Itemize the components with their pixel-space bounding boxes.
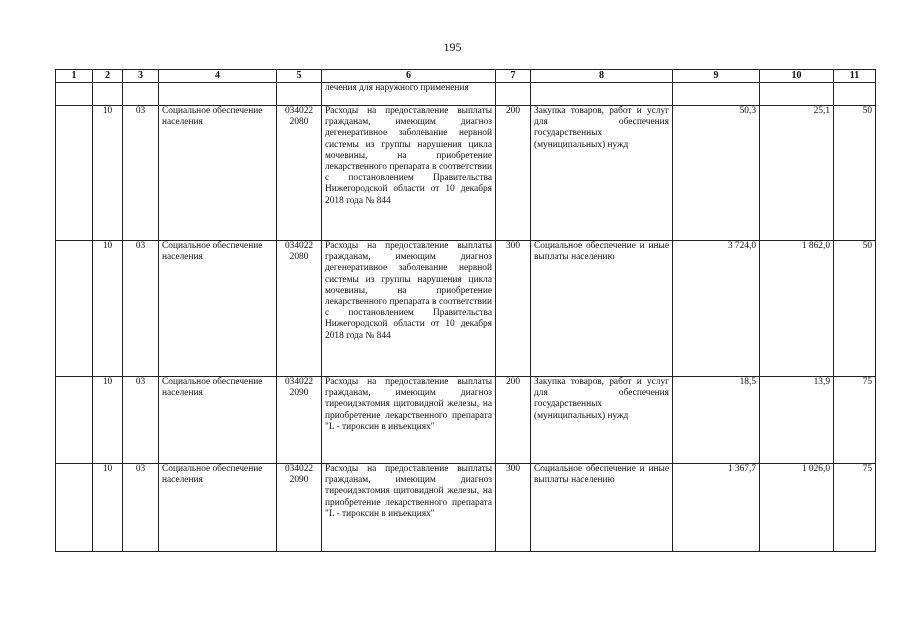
cell-percent: 75 xyxy=(834,377,876,464)
cell-section-name: Социальное обеспечение населения xyxy=(159,241,277,377)
col-header-2: 2 xyxy=(93,70,123,83)
cell-percent: 50 xyxy=(834,241,876,377)
cell-subsection: 03 xyxy=(123,464,159,552)
col-header-9: 9 xyxy=(673,70,760,83)
cell-expense-type: 200 xyxy=(496,377,531,464)
cell-amount-9: 50,3 xyxy=(673,106,760,241)
cell-description: Расходы на предоставление выплаты гражданам, имеющим диагноз тиреоидэктомия щитовидной железы, на приобретение лекарственного препарата "L - тироксин в инъекциях" xyxy=(322,377,496,464)
cell-amount-10: 13,9 xyxy=(760,377,834,464)
cell-target-code: 034022 2080 xyxy=(277,241,322,377)
cell-percent: 75 xyxy=(834,464,876,552)
cell-expense-type: 300 xyxy=(496,241,531,377)
cell-c1 xyxy=(56,241,93,377)
cell-section: 10 xyxy=(93,241,123,377)
col-header-6: 6 xyxy=(322,70,496,83)
col-header-5: 5 xyxy=(277,70,322,83)
cell-amount-10: 25,1 xyxy=(760,106,834,241)
cell-expense-name: Закупка товаров, работ и услуг для обеспечения государственных (муниципальных) нужд xyxy=(531,106,673,241)
cell-section-name: Социальное обеспечение населения xyxy=(159,106,277,241)
header-row xyxy=(56,70,876,83)
cell-subsection: 03 xyxy=(123,241,159,377)
budget-table xyxy=(55,69,876,552)
continuation-row xyxy=(56,83,876,106)
col-header-11: 11 xyxy=(834,70,876,83)
cell-section: 10 xyxy=(93,464,123,552)
cell-percent: 50 xyxy=(834,106,876,241)
cell-target-code: 034022 2090 xyxy=(277,377,322,464)
col-header-3: 3 xyxy=(123,70,159,83)
table-row xyxy=(56,241,876,377)
cell-c1 xyxy=(56,377,93,464)
table-row xyxy=(56,106,876,241)
cell-expense-type: 200 xyxy=(496,106,531,241)
table-row xyxy=(56,377,876,464)
cell-expense-name: Социальное обеспечение и иные выплаты населению xyxy=(531,464,673,552)
cell-expense-name: Закупка товаров, работ и услуг для обеспечения государственных (муниципальных) нужд xyxy=(531,377,673,464)
cell-section-name: Социальное обеспечение населения xyxy=(159,377,277,464)
col-header-4: 4 xyxy=(159,70,277,83)
cell-target-code: 034022 2090 xyxy=(277,464,322,552)
cell-section-name: Социальное обеспечение населения xyxy=(159,464,277,552)
cell-description: Расходы на предоставление выплаты гражданам, имеющим диагноз дегенеративное заболевание нервной системы из группы нарушения цикла мочевины, на приобретение лекарственного препарата в соответствии с постановлением Правительства Нижегородской области от 10 декабря 2018 года № 844 xyxy=(322,106,496,241)
cell-c1 xyxy=(56,106,93,241)
cell-description: Расходы на предоставление выплаты гражданам, имеющим диагноз тиреоидэктомия щитовидной железы, на приобретение лекарственного препарата "L - тироксин в инъекциях" xyxy=(322,464,496,552)
cell-expense-name: Социальное обеспечение и иные выплаты населению xyxy=(531,241,673,377)
col-header-1: 1 xyxy=(56,70,93,83)
cell-amount-9: 1 367,7 xyxy=(673,464,760,552)
col-header-8: 8 xyxy=(531,70,673,83)
cell-target-code: 034022 2080 xyxy=(277,106,322,241)
cell-amount-10: 1 862,0 xyxy=(760,241,834,377)
cell-c1 xyxy=(56,464,93,552)
cell-amount-9: 18,5 xyxy=(673,377,760,464)
cell-description: Расходы на предоставление выплаты гражданам, имеющим диагноз дегенеративное заболевание нервной системы из группы нарушения цикла мочевины, на приобретение лекарственного препарата в соответствии с постановлением Правительства Нижегородской области от 10 декабря 2018 года № 844 xyxy=(322,241,496,377)
col-header-10: 10 xyxy=(760,70,834,83)
cell-section: 10 xyxy=(93,377,123,464)
cell-subsection: 03 xyxy=(123,106,159,241)
cell-amount-9: 3 724,0 xyxy=(673,241,760,377)
cell-amount-10: 1 026,0 xyxy=(760,464,834,552)
continuation-description: лечения для наружного применения xyxy=(322,83,496,106)
cell-expense-type: 300 xyxy=(496,464,531,552)
cell-subsection: 03 xyxy=(123,377,159,464)
cell-section: 10 xyxy=(93,106,123,241)
table-row xyxy=(56,464,876,552)
col-header-7: 7 xyxy=(496,70,531,83)
page-number: 195 xyxy=(443,40,462,54)
